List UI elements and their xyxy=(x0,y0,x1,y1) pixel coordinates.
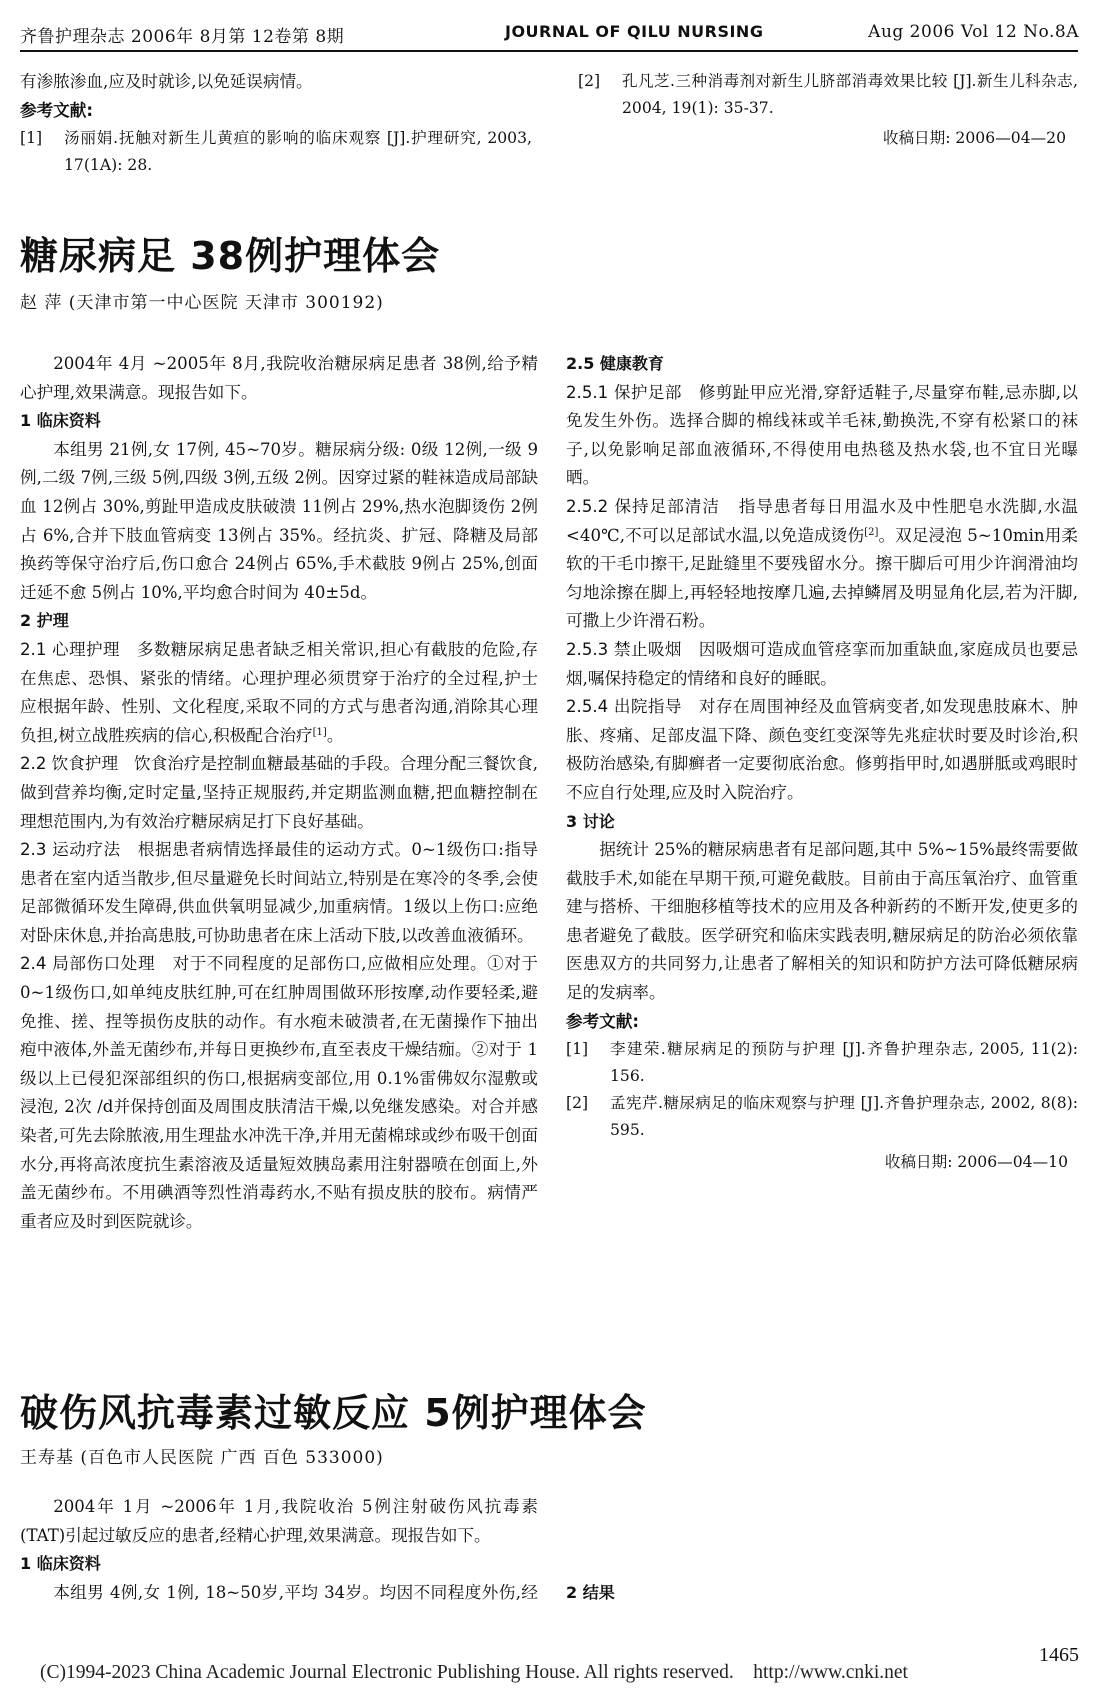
article1-s252 xyxy=(566,493,1078,636)
subsection-text: 对存在周围神经及血管病变者,如发现患肢麻木、肿胀、疼痛、足部皮温下降、颜色变红变深等先兆症状时要及时诊治,积极防治感染,有脚癣者一定要彻底治愈。修剪指甲时,如遇胼胝或鸡眼时不应自行处理,应及时入院治疗。 xyxy=(566,697,1079,802)
subsection-text: 根据患者病情选择最佳的运动方式。0~1级伤口:指导患者在室内适当散步,但尽量避免长时间站立,特别是在寒冷的冬季,会使足部微循环发生障碍,供血供氧明显减少,加重病情。1级以上伤口:应绝对卧床休息,并抬高患肢,可协助患者在床上活动下肢,以改善血液循环。 xyxy=(20,840,539,945)
header-rule xyxy=(20,50,1078,52)
subsection-text: 指导患者每日用温水及中性肥皂水洗脚,水温 <40℃,不可以足部试水温,以免造成烫伤 xyxy=(566,496,1078,545)
subsection-heading: 2.4 局部伤口处理 xyxy=(20,954,156,974)
article1-refs-label: 参考文献: xyxy=(566,1011,640,1031)
article2-section1-text: 本组男 4例,女 1例, 18~50岁,平均 34岁。均因不同程度外伤,经 xyxy=(53,1582,538,1602)
ref-number: [1] xyxy=(566,1040,589,1059)
article1-author: 赵 萍 (天津市第一中心医院 天津市 300192) xyxy=(20,293,384,313)
article2-right-column xyxy=(566,1493,1078,1608)
subsection-heading: 2.3 运动疗法 xyxy=(20,840,121,860)
article1-section3-title: 3 讨论 xyxy=(566,811,615,831)
article1-received-date: 收稿日期: 2006—04—10 xyxy=(884,1153,1068,1172)
article1-section3-text: 据统计 25%的糖尿病患者有足部问题,其中 5%~15%最终需要做截肢手术,如能在早期干预,可避免截肢。目前由于高压氧治疗、血管重建与搭桥、干细胞移植等技术的应用及各种新药的不断开发,使更多的患者避免了截肢。医学研究和临床实践表明,糖尿病足的防治必须依靠医患双方的共同努力,让患者了解相关的知识和防护方法可降低糖尿病足的发病率。 xyxy=(566,840,1078,1003)
page-number: 1465 xyxy=(1039,1644,1079,1666)
subsection-heading: 2.5.2 保持足部清洁 xyxy=(566,496,720,516)
article1-ref-2 xyxy=(566,1090,1078,1144)
subsection-heading: 2.2 饮食护理 xyxy=(20,754,119,774)
subsection-text-end: 。 xyxy=(326,725,344,745)
ref-text: 汤丽娟.抚触对新生儿黄疸的影响的临床观察 [J].护理研究, 2003, 17(1A): 28. xyxy=(64,129,532,175)
journal-header-center: JOURNAL OF QILU NURSING xyxy=(505,22,764,41)
article1-s22 xyxy=(20,750,538,836)
journal-header-right: Aug 2006 Vol 12 No.8A xyxy=(868,22,1079,42)
article1-section1-title: 1 临床资料 xyxy=(20,411,101,431)
prev-received-date: 收稿日期: 2006—04—20 xyxy=(882,129,1066,147)
article2-author: 王寿基 (百色市人民医院 广西 百色 533000) xyxy=(20,1448,384,1468)
prev-ref-1 xyxy=(20,125,532,179)
ref-number: [2] xyxy=(566,1094,589,1113)
subsection-text-cont: 。双足浸泡 5~10min用柔软的干毛巾擦干,足趾缝里不要残留水分。擦干脚后可用少许润滑油均匀地涂擦在脚上,再轻轻地按摩几遍,去掉鳞屑及明显角化层,若为汗脚,可撒上少许滑石粉。 xyxy=(566,525,1078,631)
subsection-heading: 2.5.1 保护足部 xyxy=(566,382,682,402)
article2-section1-title: 1 临床资料 xyxy=(20,1554,101,1574)
article1-s254 xyxy=(566,693,1078,807)
citation: [1] xyxy=(312,726,327,738)
subsection-text: 修剪趾甲应光滑,穿舒适鞋子,尽量穿布鞋,忌赤脚,以免发生外伤。选择合脚的棉线袜或羊毛袜,勤换洗,不穿有松紧口的袜子,以免影响足部血液循环,不得使用电热毯及热水袋,也不宜日光曝晒。 xyxy=(566,382,1078,488)
article2-intro: 2004年 1月 ~2006年 1月,我院收治 5例注射破伤风抗毒素 (TAT)引起过敏反应的患者,经精心护理,效果满意。现报告如下。 xyxy=(20,1497,538,1545)
article1-s24 xyxy=(20,950,538,1236)
article1-s23 xyxy=(20,836,538,950)
article1-intro: 2004年 4月 ~2005年 8月,我院收治糖尿病足患者 38例,给予精心护理,效果满意。现报告如下。 xyxy=(20,354,538,402)
article2-title: 破伤风抗毒素过敏反应 5例护理体会 xyxy=(20,1391,647,1435)
article1-section1-text: 本组男 21例,女 17例, 45~70岁。糖尿病分级: 0级 12例,一级 9例,二级 7例,三级 5例,四级 3例,五级 2例。因穿过紧的鞋袜造成局部缺血 12例占 30%,剪趾甲造成皮肤破溃 11例占 29%,热水泡脚烫伤 2例占 6%,合并下肢血管病变 13例占 35%。经抗炎、扩冠、降糖及局部换药等保守治疗后,伤口愈合 24例占 65%,手术截肢 9例占 25%,创面迁延不愈 5例占 10%,平均愈合时间为 40±5d。 xyxy=(20,439,538,602)
article2-left-column xyxy=(20,1493,538,1607)
subsection-heading: 2.1 心理护理 xyxy=(20,639,120,659)
article1-right-column xyxy=(566,350,1078,1177)
prev-refs-label: 参考文献: xyxy=(20,100,94,120)
article1-s253 xyxy=(566,636,1078,693)
prev-article-right xyxy=(578,68,1078,153)
journal-header-left: 齐鲁护理杂志 2006年 8月第 12卷第 8期 xyxy=(20,27,345,47)
article1-title: 糖尿病足 38例护理体会 xyxy=(20,234,441,278)
ref-text: 李建荣.糖尿病足的预防与护理 [J].齐鲁护理杂志, 2005, 11(2): 156. xyxy=(610,1040,1078,1086)
subsection-text: 因吸烟可造成血管痉挛而加重缺血,家庭成员也要忌烟,嘱保持稳定的情绪和良好的睡眠。 xyxy=(566,639,1079,688)
subsection-text: 多数糖尿病足患者缺乏相关常识,担心有截肢的危险,存在焦虑、恐惧、紧张的情绪。心理护理必须贯穿于治疗的全过程,护士应根据年龄、性别、文化程度,采取不同的方式与患者沟通,消除其心理负担,树立战胜疾病的信心,积极配合治疗 xyxy=(20,639,538,745)
subsection-text: 饮食治疗是控制血糖最基础的手段。合理分配三餐饮食,做到营养均衡,定时定量,坚持正规服药,并定期监测血糖,把血糖控制在理想范围内,为有效治疗糖尿病足打下良好基础。 xyxy=(20,754,538,831)
article2-section2-title: 2 结果 xyxy=(566,1583,615,1602)
ref-number: [1] xyxy=(20,129,43,148)
copyright-footer: (C)1994-2023 China Academic Journal Electronic Publishing House. All rights reserved. http://www.cnki.net xyxy=(40,1662,908,1683)
prev-article-tail: 有渗脓渗血,应及时就诊,以免延误病情。 xyxy=(20,72,313,91)
subsection-heading: 2.5.4 出院指导 xyxy=(566,697,682,717)
ref-text: 孔凡芝.三种消毒剂对新生儿脐部消毒效果比较 [J].新生儿科杂志, 2004, 19(1): 35-37. xyxy=(622,72,1078,117)
ref-text: 孟宪芹.糖尿病足的临床观察与护理 [J].齐鲁护理杂志, 2002, 8(8): 595. xyxy=(610,1094,1078,1140)
article1-section2-title: 2 护理 xyxy=(20,611,69,631)
article1-left-column xyxy=(20,350,538,1236)
ref-number: [2] xyxy=(578,72,601,90)
subsection-heading: 2.5.3 禁止吸烟 xyxy=(566,639,682,659)
prev-ref-2 xyxy=(578,68,1078,122)
article1-ref-1 xyxy=(566,1036,1078,1090)
article1-section25-title: 2.5 健康教育 xyxy=(566,354,664,373)
subsection-text: 对于不同程度的足部伤口,应做相应处理。①对于 0~1级伤口,如单纯皮肤红肿,可在红肿周围做环形按摩,动作要轻柔,避免推、搓、捏等损伤皮肤的动作。有水疱未破溃者,在无菌操作下抽出疱中液体,外盖无菌纱布,并每日更换纱布,直至表皮干燥结痂。②对于 1级以上已侵犯深部组织的伤口,根据病变部位,用 0.1%雷佛奴尔湿敷或浸泡, 2次 /d并保持创面及周围皮肤清洁干燥,以免继发感染。对合并感染者,可先去除脓液,用生理盐水冲洗干净,并用无菌棉球或纱布吸干创面水分,再将高浓度抗生素溶液及适量短效胰岛素用注射器喷在创面上,外盖无菌纱布。不用碘酒等烈性消毒药水,不贴有损皮肤的胶布。病情严重者应及时到医院就诊。 xyxy=(20,954,538,1231)
article1-s251 xyxy=(566,379,1078,493)
article1-s21 xyxy=(20,636,538,750)
citation: [2] xyxy=(864,526,879,538)
prev-article-left xyxy=(20,68,532,179)
